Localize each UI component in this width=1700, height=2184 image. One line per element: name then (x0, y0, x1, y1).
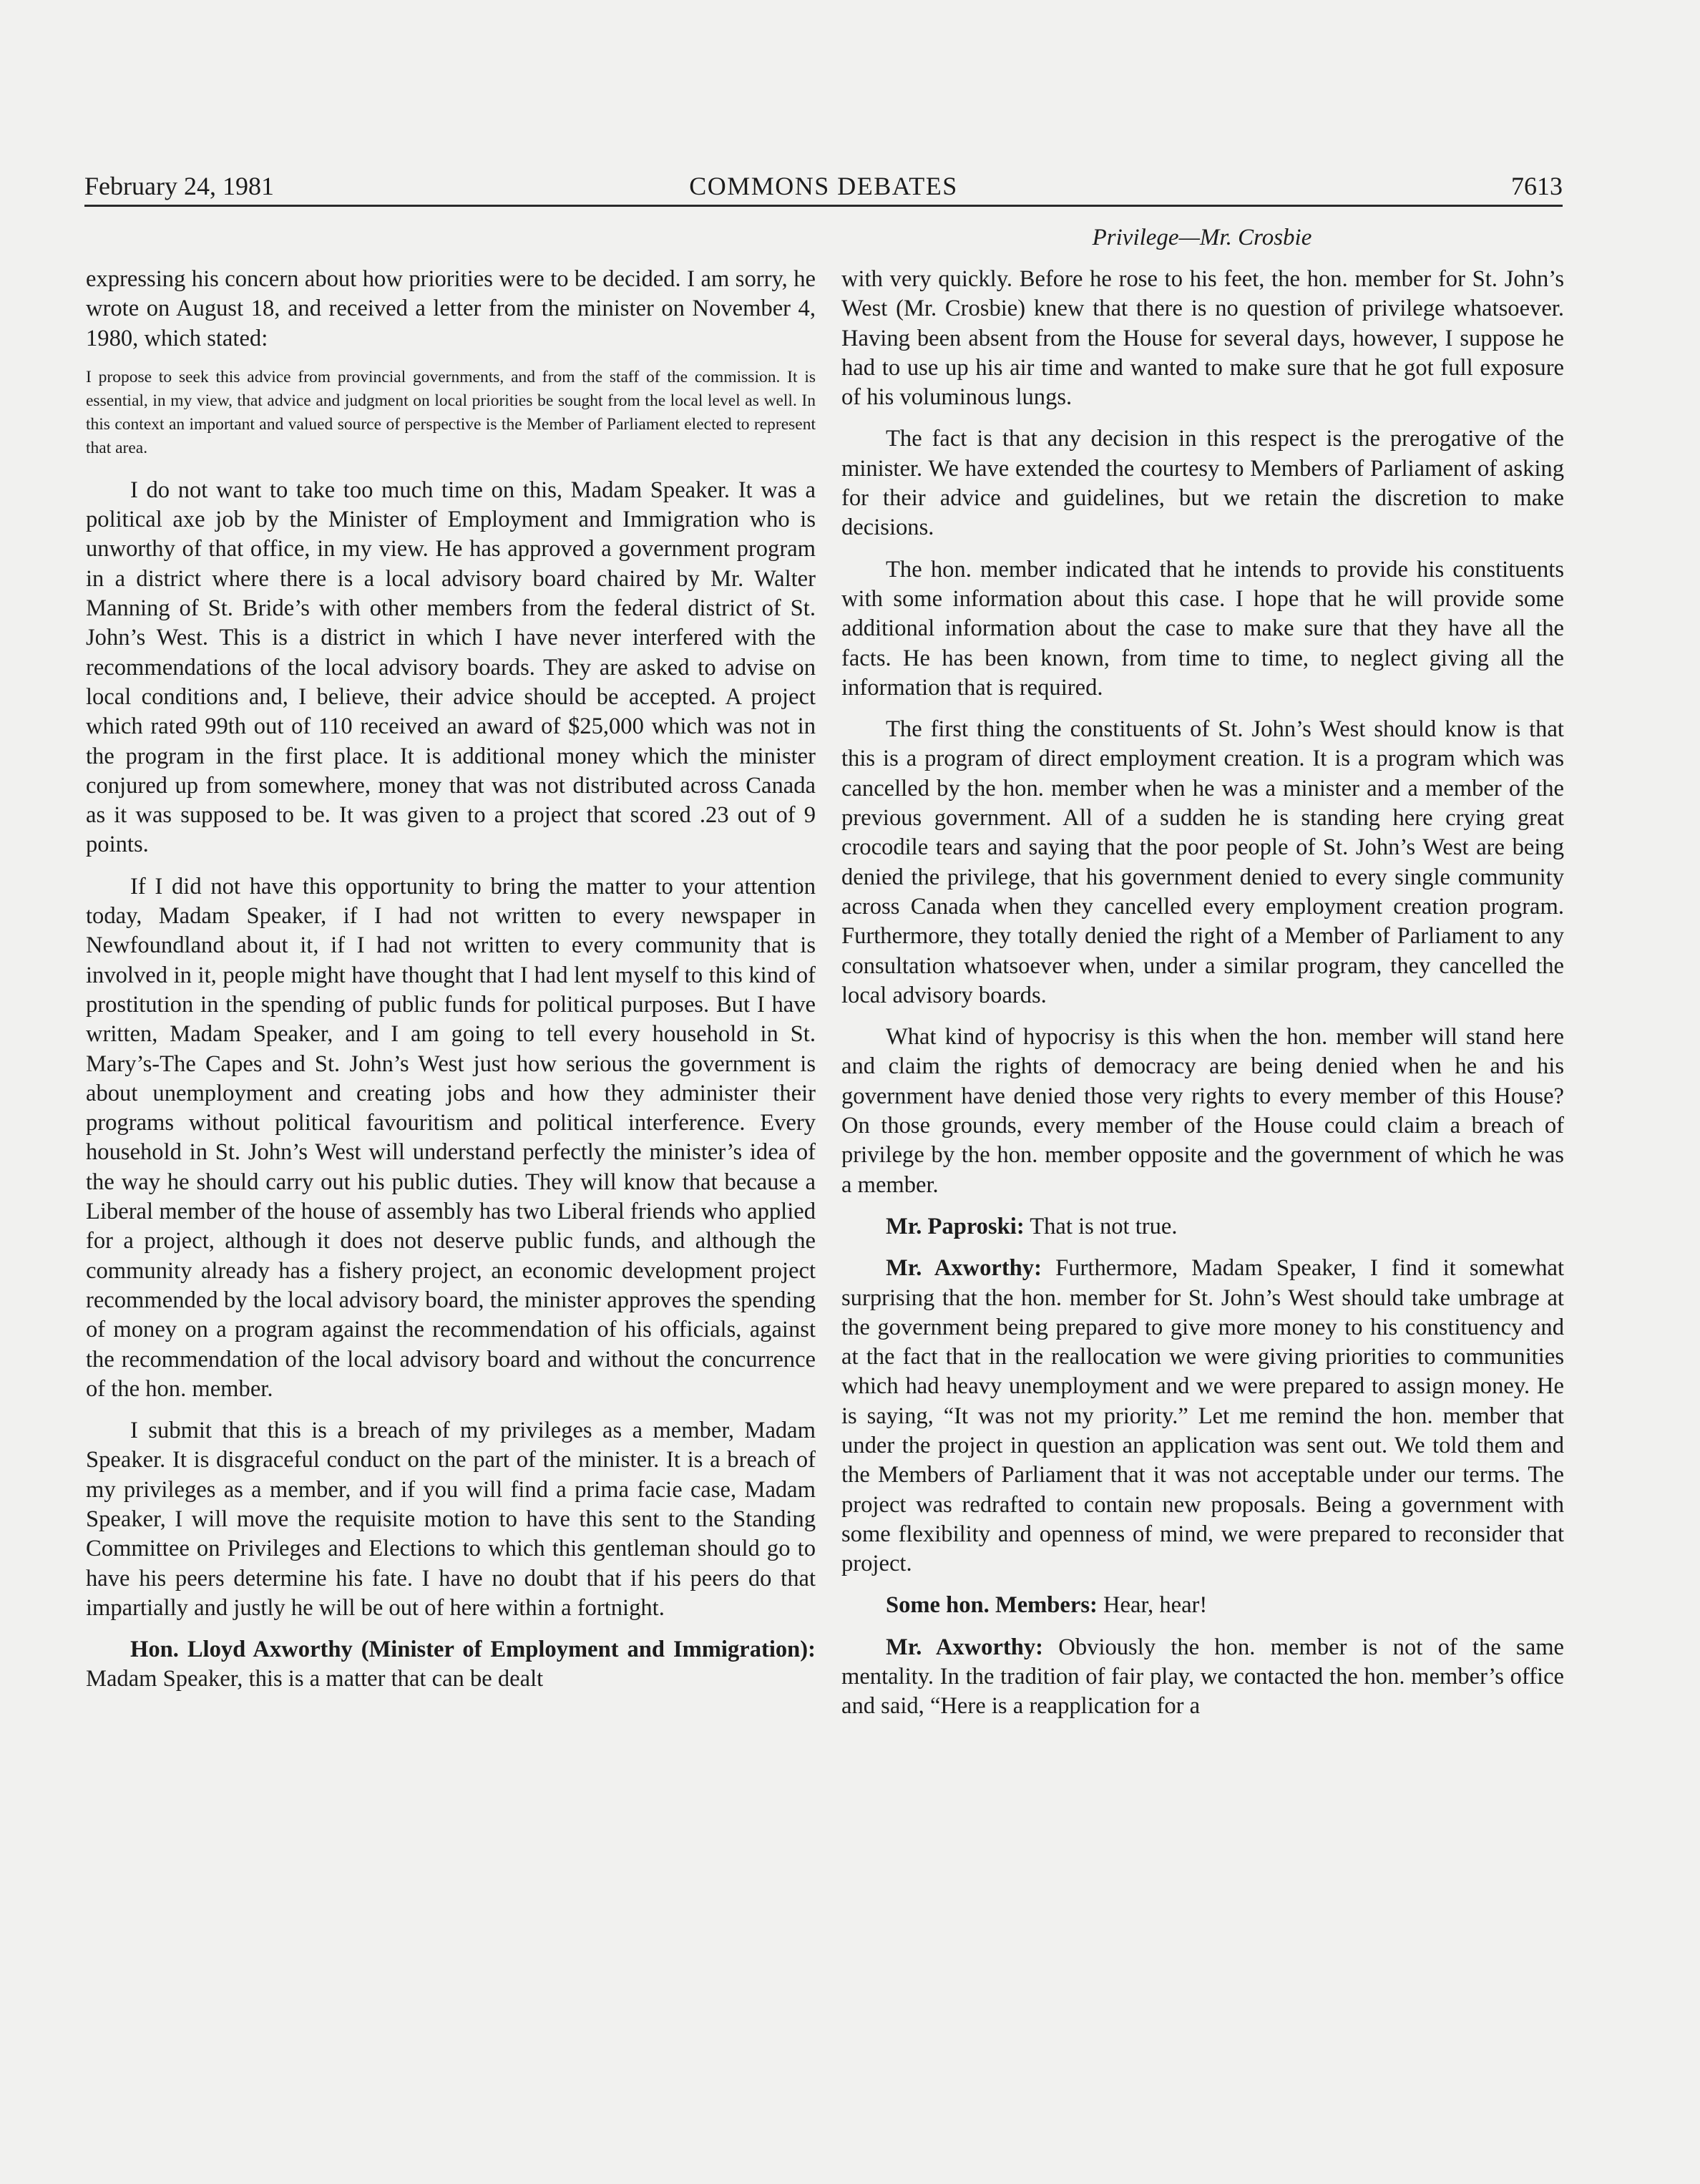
left-column (86, 265, 816, 1707)
speech-text: That is not true. (1024, 1213, 1178, 1239)
header-title: COMMONS DEBATES (689, 172, 958, 200)
paragraph: with very quickly. Before he rose to his feet, the hon. member for St. John’s West (Mr. Crosbie) knew that there is no question of privilege whatsoever. Having been absent from the House for several days, however, I suppose he had to use up his air time and wanted to make sure that he got full exposure of his voluminous lungs. (841, 266, 1564, 411)
speech-text: Madam Speaker, this is a matter that can be dealt (86, 1666, 544, 1692)
paragraph: The fact is that any decision in this respect is the prerogative of the minister. We have extended the courtesy to Members of Parliament of asking for their advice and guidelines, but we retain the discretion to make decisions. (841, 426, 1564, 541)
paragraph: I submit that this is a breach of my privileges as a member, Madam Speaker. It is disgraceful conduct on the part of the minister. It is a breach of my privileges as a member, and if you will find a prima facie case, Madam Speaker, I will move the requisite motion to have this sent to the Standing Committee on Privileges and Elections to which this gentleman should go to have his peers determine his fate. I have no doubt that if his peers do that impartially and justly he will be out of here within a fortnight. (86, 1418, 816, 1621)
speech-text: Furthermore, Madam Speaker, I find it somewhat surprising that the hon. member for St. John’s West should take umbrage at the government being prepared to give more money to his constituency and at the fact that in the reallocation we were giving priorities to communities which had heavy unemployment and we were prepared to assign money. He is saying, “It was not my priority.” Let me remind the hon. member that under the project in question an application was sent out. We told them and the Members of Parliament that it was not acceptable under our terms. The project was redrafted to contain new proposals. Being a government with some flexibility and openness of mind, we were prepared to reconsider that project. (841, 1255, 1565, 1577)
paragraph: The first thing the constituents of St. John’s West should know is that this is a program of direct employment creation. It is a program which was cancelled by the hon. member when he was a minister and a member of the previous government. All of a sudden he is standing here crying great crocodile tears and saying that the poor people of St. John’s West are being denied the privilege, that his government denied to every single community across Canada when they cancelled every employment creation program. Furthermore, they totally denied the right of a Member of Parliament to any consultation whatsoever when, under a similar program, they cancelled the local advisory boards. (841, 716, 1564, 1008)
speech-paragraph (841, 1591, 1564, 1620)
paragraph: What kind of hypocrisy is this when the hon. member will stand here and claim the rights of democracy are being denied when he and his government have denied those very rights to every member of this House? On those grounds, every member of the House could claim a breach of privilege by the hon. member opposite and the government of which he was a member. (841, 1024, 1564, 1198)
header-date: February 24, 1981 (84, 172, 274, 200)
speech-text: Hear, hear! (1097, 1592, 1208, 1619)
speech-text: Obviously the hon. member is not of the same mentality. In the tradition of fair play, we contacted the hon. member’s office and said, “Here is a reapplication for a (841, 1634, 1564, 1720)
speech-paragraph (841, 1212, 1564, 1242)
speaker-name: Mr. Axworthy: (886, 1255, 1042, 1282)
speaker-name: Some hon. Members: (886, 1592, 1098, 1619)
paragraph: The hon. member indicated that he intends to provide his constituents with some information about this case. I hope that he will provide some additional information about the case to make sure that they have all the facts. He has been known, from time to time, to neglect giving all the information that is required. (841, 556, 1564, 701)
speech-paragraph (841, 1633, 1564, 1722)
page-header (84, 170, 1563, 207)
paragraph: I do not want to take too much time on this, Madam Speaker. It was a political axe job by the Minister of Employment and Immigration who is unworthy of that office, in my view. He has approved a government program in a district where there is a local advisory board chaired by Mr. Walter Manning of St. Bride’s with other members from the federal district of St. John’s West. This is a district in which I have never interfered with the recommendations of the local advisory boards. They are asked to advise on local conditions and, I believe, their advice should be accepted. A project which rated 99th out of 110 received an award of $25,000 which was not in the program in the first place. It is additional money which the minister conjured up from somewhere, money that was not distributed across Canada as it was supposed to be. It was given to a project that scored .23 out of 9 points. (86, 477, 816, 858)
right-column (841, 265, 1564, 1734)
block-quote: I propose to seek this advice from provincial governments, and from the staff of the commission. It is essential, in my view, that advice and judgment on local priorities be sought from the local level as well. In this context an important and valued source of perspective is the Member of Parliament elected to represent that area. (86, 367, 816, 457)
speaker-name: Hon. Lloyd Axworthy (Minister of Employment and Immigration): (130, 1637, 816, 1663)
header-page-number: 7613 (1511, 172, 1563, 200)
paragraph: If I did not have this opportunity to bring the matter to your attention today, Madam Speaker, if I had not written to every newspaper in Newfoundland about it, if I had not written to every community that is involved in it, people might have thought that I had lent myself to this kind of prostitution in the spending of public funds for political purposes. But I have written, Madam Speaker, and I am going to tell every household in St. Mary’s-The Capes and St. John’s West just how serious the government is about unemployment and creating jobs and how they administer their programs without political favouritism and political interference. Every household in St. John’s West will understand perfectly the minister’s idea of the way he should carry out his public duties. They will know that because a Liberal member of the house of assembly has two Liberal friends who applied for a project, although it does not deserve public funds, and although the community already has a fishery project, an economic development project recommended by the local advisory board, the minister approves the spending of money on a program against the recommendation of his officials, against the recommendation of the local advisory board and without the concurrence of the hon. member. (86, 873, 816, 1402)
running-head: Privilege—Mr. Crosbie (1092, 225, 1312, 250)
speaker-name: Mr. Paproski: (886, 1213, 1025, 1239)
speaker-name: Mr. Axworthy: (886, 1634, 1044, 1660)
speech-paragraph (86, 1635, 816, 1695)
paragraph: expressing his concern about how priorities were to be decided. I am sorry, he wrote on August 18, and received a letter from the minister on November 4, 1980, which stated: (86, 266, 816, 351)
speech-paragraph (841, 1254, 1564, 1579)
